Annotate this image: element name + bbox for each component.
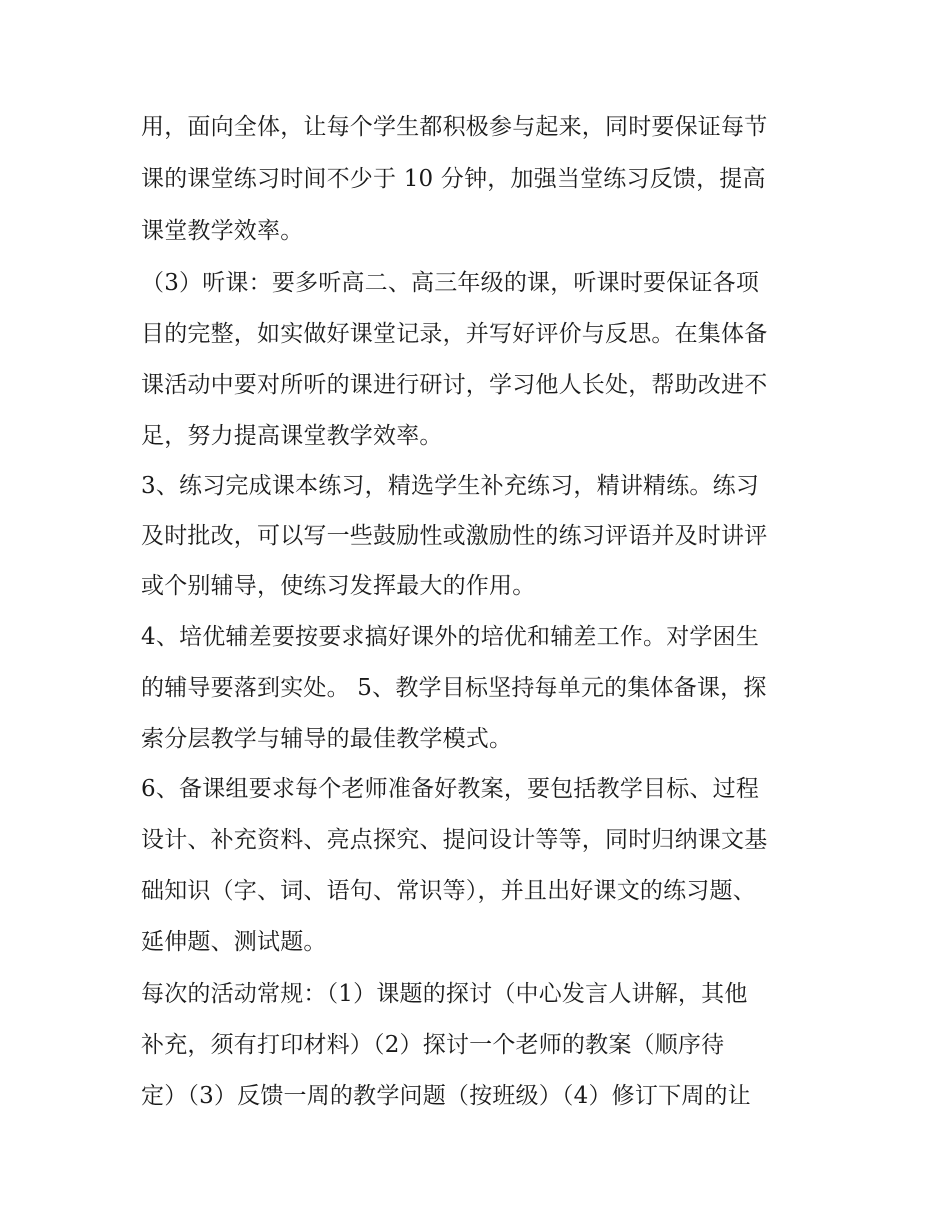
text-line-5: 目的完整，如实做好课堂记录，并写好评价与反思。在集体备 xyxy=(141,321,768,347)
text-line-16: 础知识（字、词、语句、常识等），并且出好课文的练习题、 xyxy=(141,878,756,904)
text-line-19: 补充，须有打印材料）（2）探讨一个老师的教案（顺序待 xyxy=(141,1032,725,1058)
text-line-2: 课的课堂练习时间不少于 10 分钟，加强当堂练习反馈，提高 xyxy=(141,166,766,192)
text-line-1: 用，面向全体，让每个学生都积极参与起来，同时要保证每节 xyxy=(141,114,768,140)
text-line-14: 6、备课组要求每个老师准备好教案，要包括教学目标、过程 xyxy=(141,776,760,802)
text-line-20: 定）（3）反馈一周的教学问题（按班级）（4）修订下周的让 xyxy=(141,1083,751,1109)
text-line-13: 索分层教学与辅导的最佳教学模式。 xyxy=(141,726,513,752)
text-line-11: 4、培优辅差要按要求搞好课外的培优和辅差工作。对学困生 xyxy=(141,624,760,650)
text-line-18: 每次的活动常规：（1）课题的探讨（中心发言人讲解，其他 xyxy=(141,981,748,1007)
text-line-10: 或个别辅导，使练习发挥最大的作用。 xyxy=(141,573,536,599)
text-line-15: 设计、补充资料、亮点探究、提问设计等等，同时归纳课文基 xyxy=(141,827,768,853)
text-line-7: 足，努力提高课堂教学效率。 xyxy=(141,423,443,449)
text-line-9: 及时批改，可以写一些鼓励性或激励性的练习评语并及时讲评 xyxy=(141,523,768,549)
text-line-3: 课堂教学效率。 xyxy=(141,218,304,244)
text-line-6: 课活动中要对所听的课进行研讨，学习他人长处，帮助改进不 xyxy=(141,372,768,398)
text-line-12: 的辅导要落到实处。 5、教学目标坚持每单元的集体备课，探 xyxy=(141,675,767,701)
text-line-4: （3）听课：要多听高二、高三年级的课，听课时要保证各项 xyxy=(141,270,760,296)
text-line-8: 3、练习完成课本练习，精选学生补充练习，精讲精练。练习 xyxy=(141,473,760,499)
text-line-17: 延伸题、测试题。 xyxy=(141,929,327,955)
